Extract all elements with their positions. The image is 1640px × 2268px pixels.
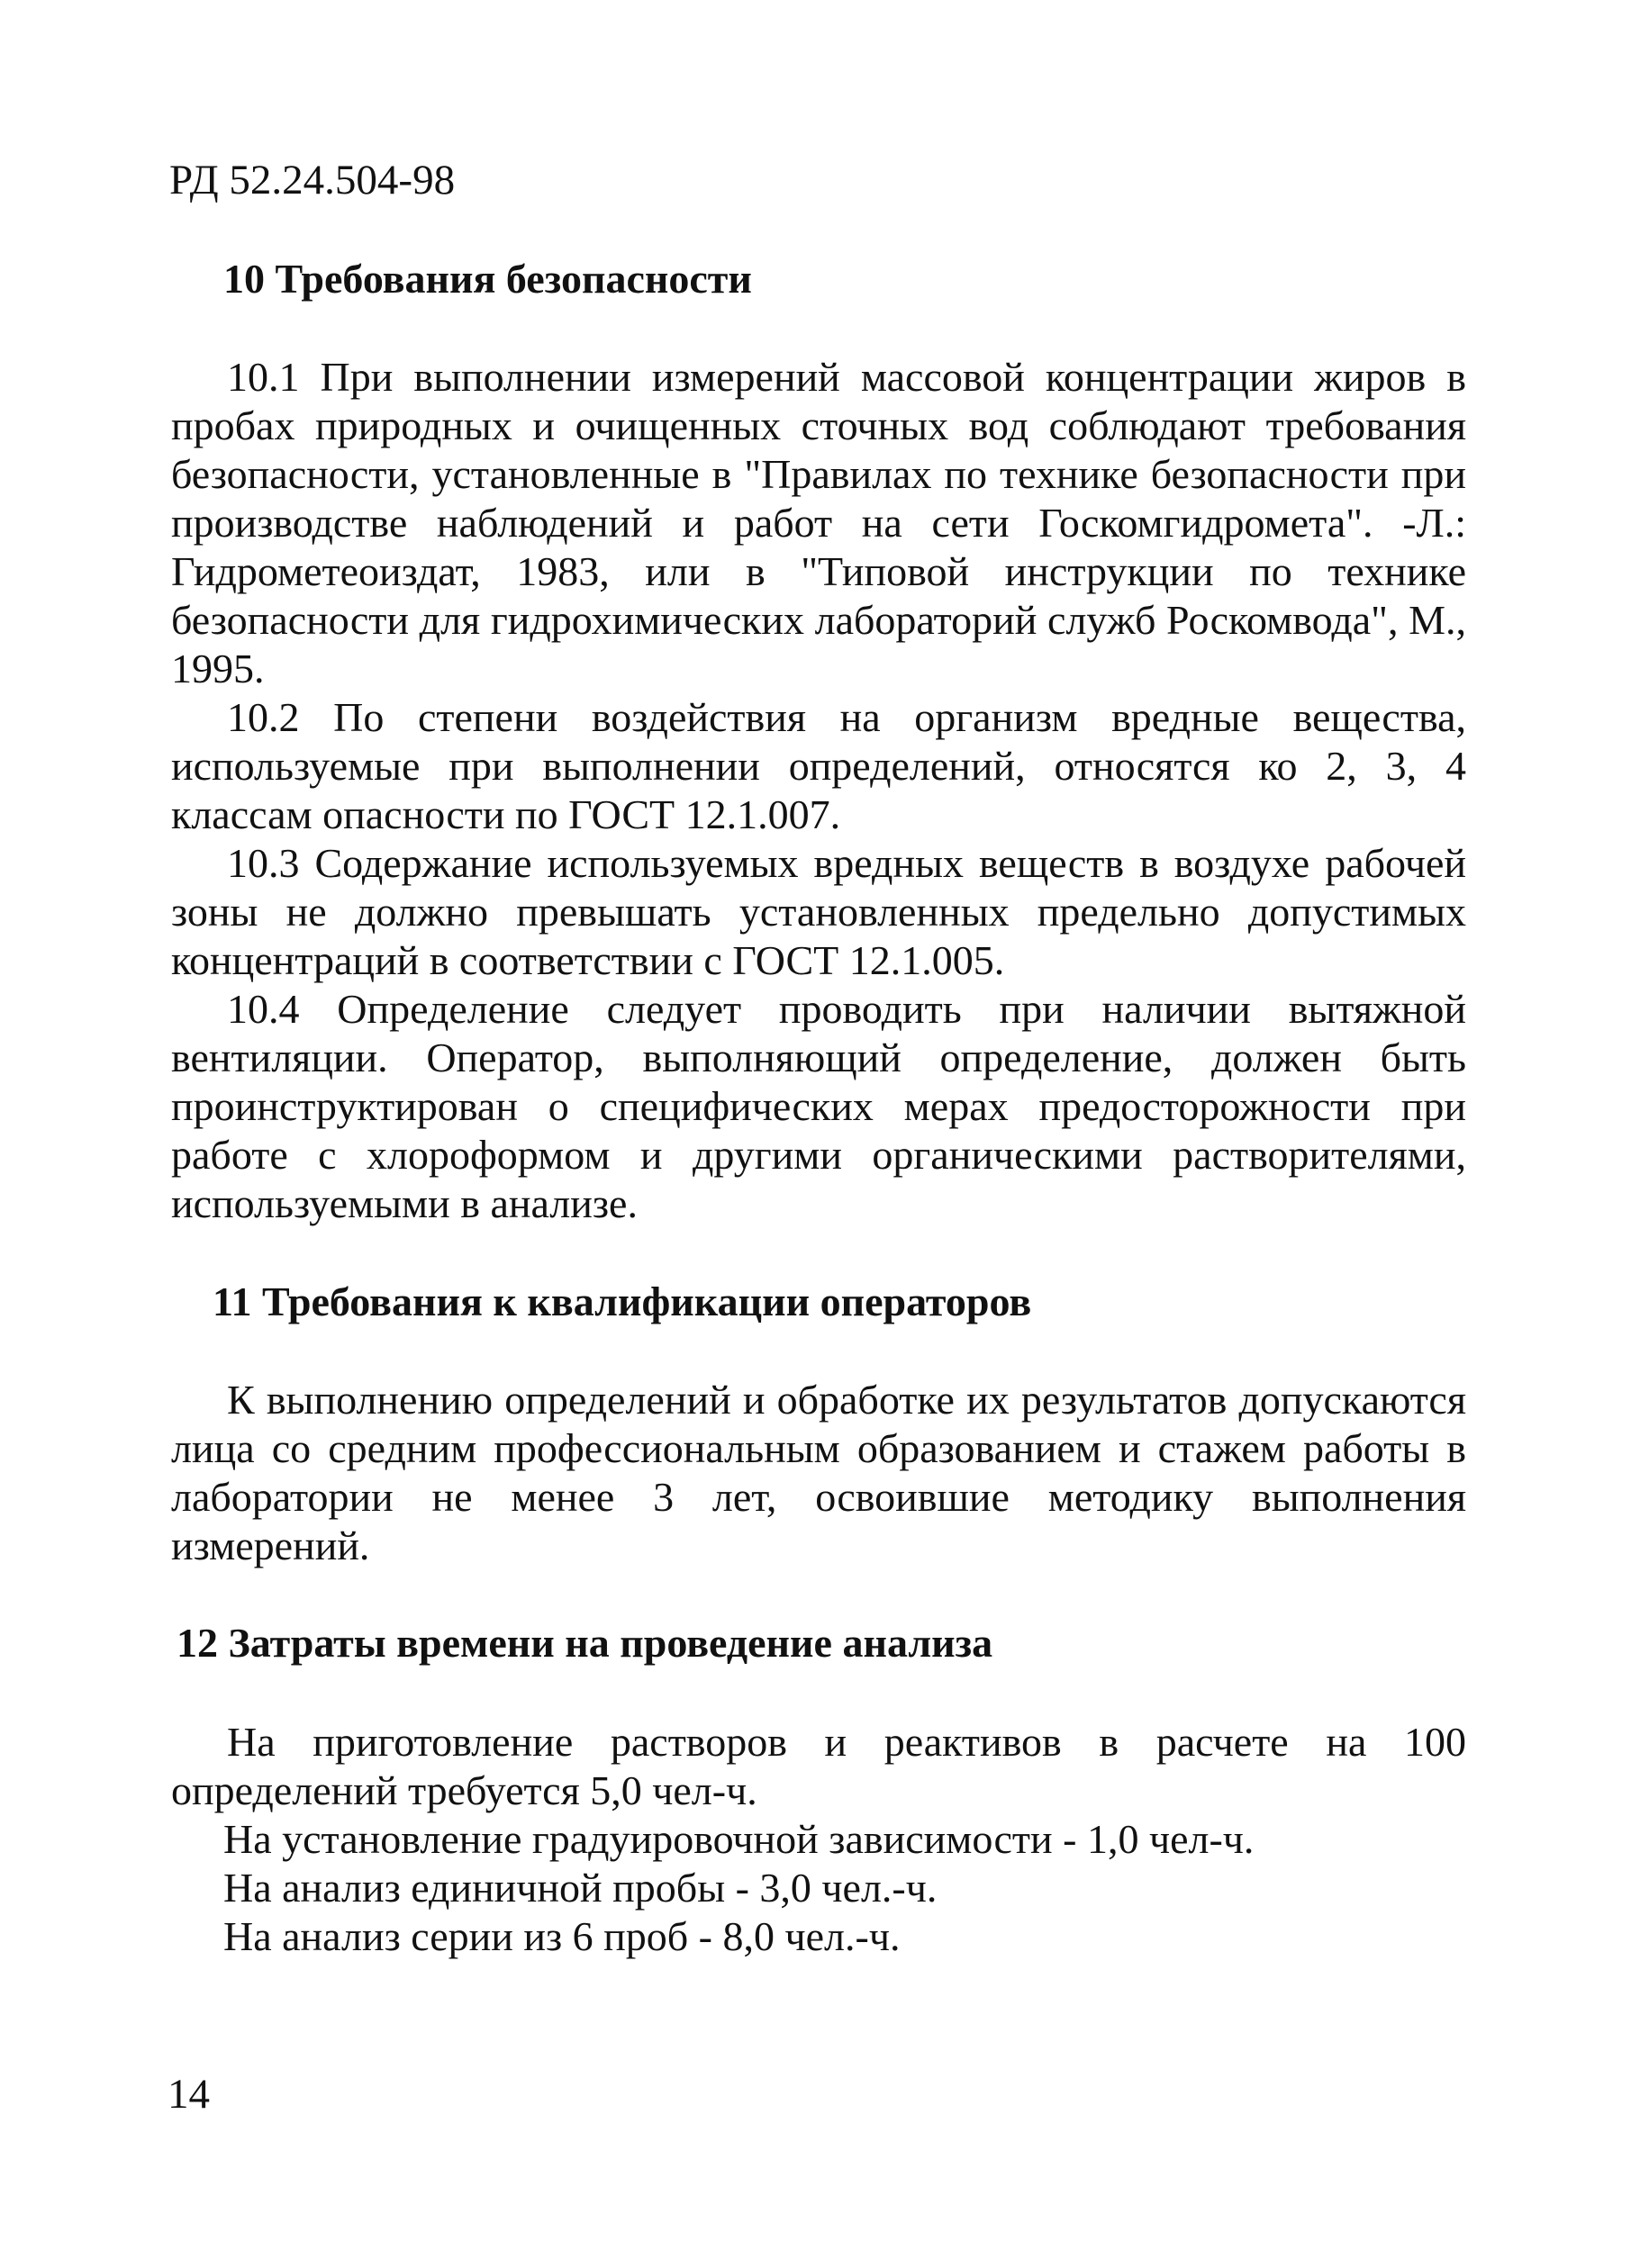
section-12-heading: 12 Затраты времени на проведение анализа — [177, 1620, 993, 1666]
paragraph-11-text: К выполнению определений и обработке их результатов допускаются лица со средним профессиональным образованием и стажем работы в лаборатории не менее 3 лет, освоившие методику выполнения измерений. — [171, 1377, 1466, 1568]
paragraph-10-2 — [171, 693, 1466, 839]
document-code: РД 52.24.504-98 — [169, 157, 456, 203]
paragraph-10-2-text: 10.2 По степени воздействия на организм вредные вещества, используемые при выполнении определений, относятся ко 2, 3, 4 классам опасности по ГОСТ 12.1.007. — [171, 694, 1466, 837]
time-single-sample-line: На анализ единичной пробы - 3,0 чел.-ч. — [223, 1865, 938, 1911]
paragraph-10-1 — [171, 353, 1466, 693]
paragraph-11 — [171, 1376, 1466, 1570]
paragraph-10-4 — [171, 985, 1466, 1228]
page-number: 14 — [168, 2071, 210, 2118]
time-series-line: На анализ серии из 6 проб - 8,0 чел.-ч. — [223, 1913, 901, 1959]
section-11-heading: 11 Требования к квалификации операторов — [213, 1279, 1032, 1324]
paragraph-12-solutions-text: На приготовление растворов и реактивов в расчете на 100 определений требуется 5,0 чел-ч. — [171, 1719, 1466, 1813]
paragraph-10-3-text: 10.3 Содержание используемых вредных веществ в воздухе рабочей зоны не должно превышать установленных предельно допустимых концентраций в соответствии с ГОСТ 12.1.005. — [171, 840, 1466, 983]
paragraph-10-1-text: 10.1 При выполнении измерений массовой концентрации жиров в пробах природных и очищенных сточных вод соблюдают требования безопасности, установленные в "Правилах по технике безопасности при производстве наблюдений и работ на сети Госкомгидромета". -Л.: Гидрометеоиздат, 1983, или в "Типовой инструкции по технике безопасности для гидрохимических лабораторий служб Роскомвода", М., 1995. — [171, 354, 1466, 691]
time-calibration-line: На установление градуировочной зависимости - 1,0 чел-ч. — [223, 1816, 1255, 1862]
section-10-heading: 10 Требования безопасности — [223, 256, 752, 302]
paragraph-12-solutions — [171, 1718, 1466, 1815]
paragraph-10-4-text: 10.4 Определение следует проводить при наличии вытяжной вентиляции. Оператор, выполняющий определение, должен быть проинструктирован о специфических мерах предосторожности при работе с хлороформом и другими органическими растворителями, используемыми в анализе. — [171, 986, 1466, 1226]
paragraph-10-3 — [171, 839, 1466, 985]
